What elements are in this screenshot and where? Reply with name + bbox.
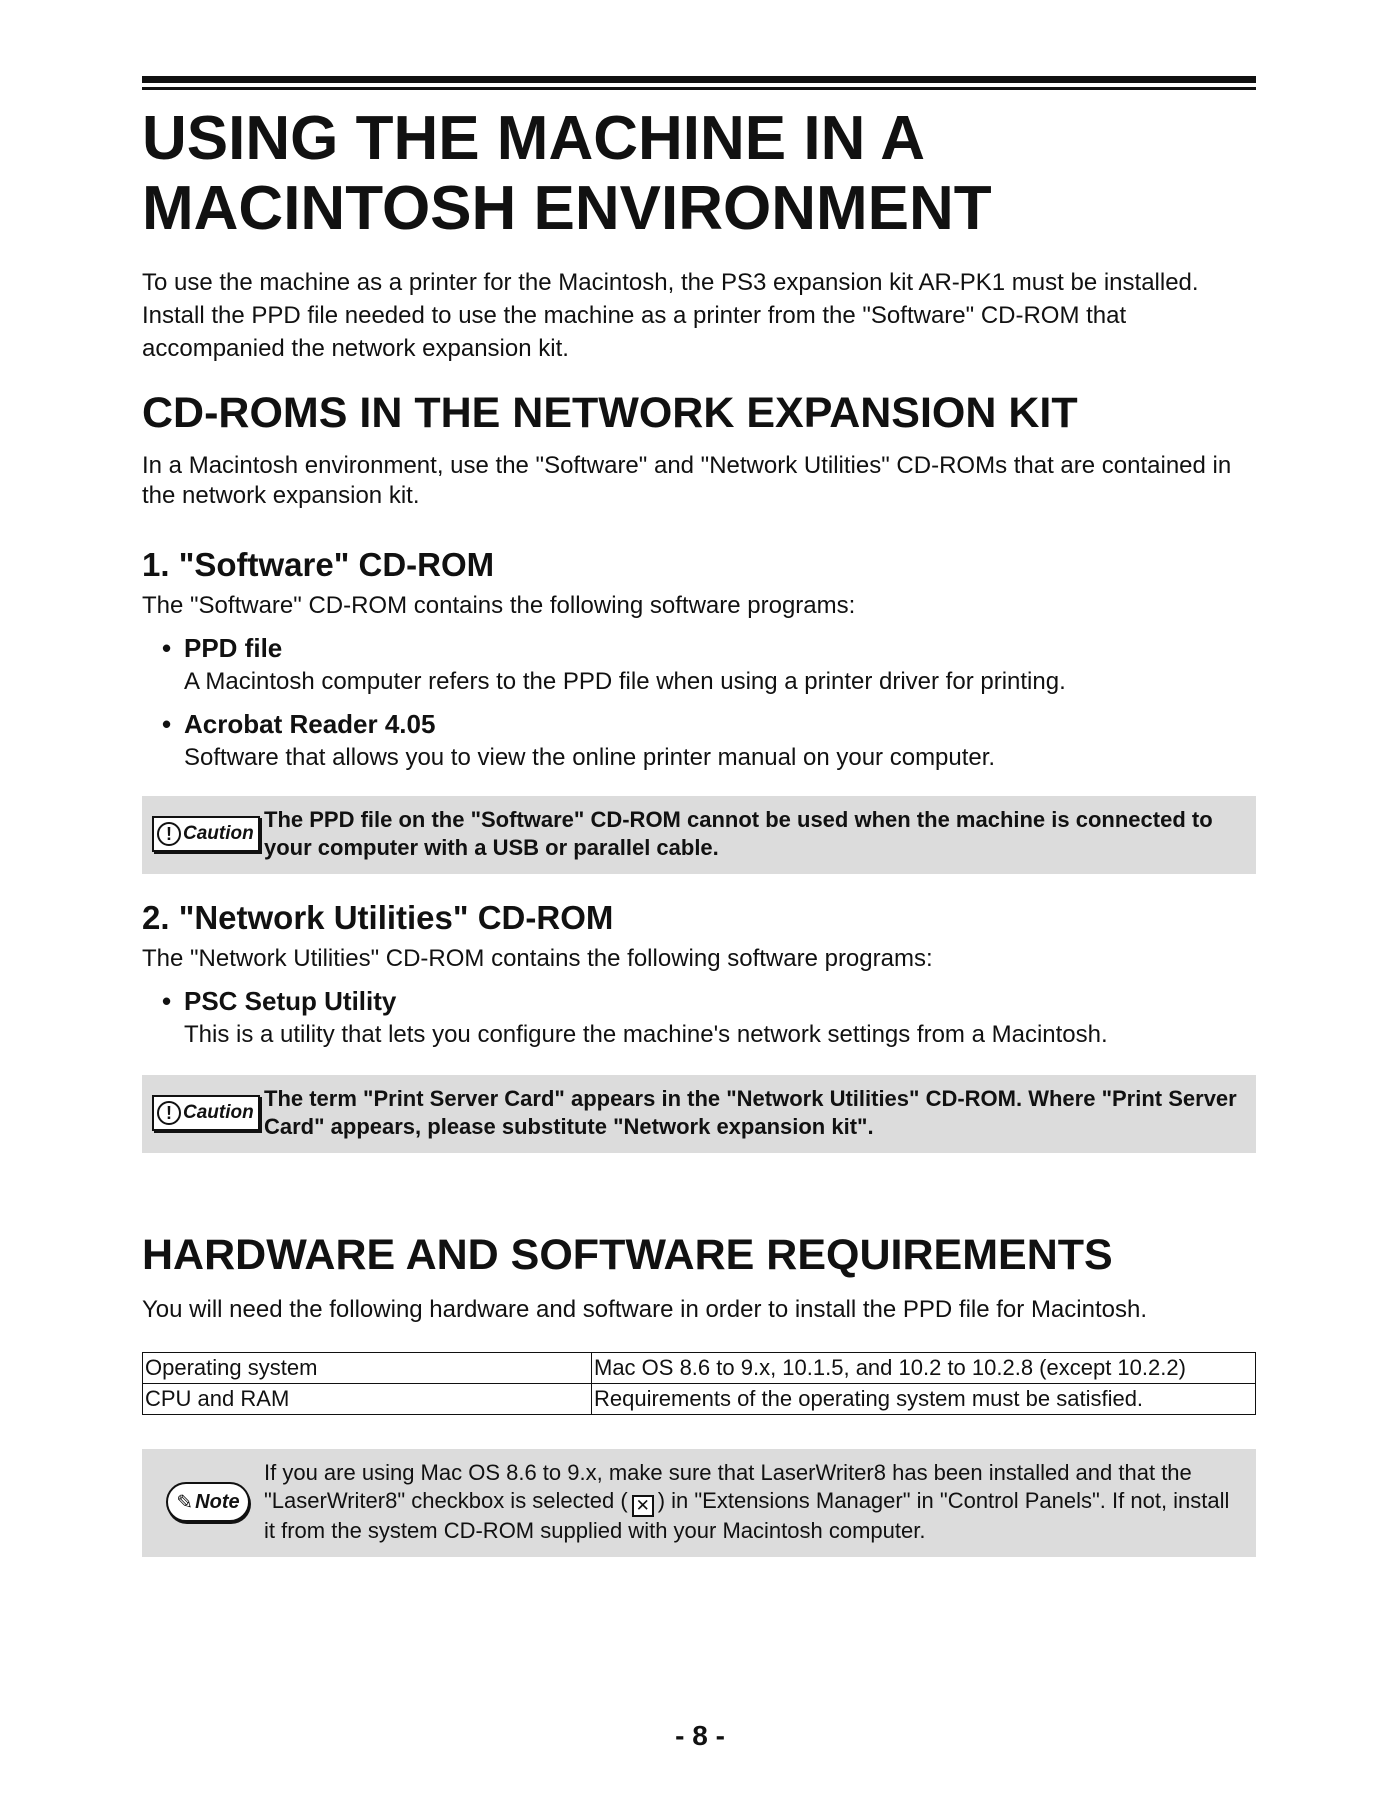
- section-heading-requirements: HARDWARE AND SOFTWARE REQUIREMENTS: [142, 1231, 1113, 1279]
- caution-label: Caution: [183, 1102, 254, 1123]
- list-item: [162, 630, 1256, 698]
- caution-label: Caution: [183, 823, 254, 844]
- caution-text: The term "Print Server Card" appears in the "Network Utilities" CD-ROM. Where "Print Server Card" appears, please substitute "Network expansion kit".: [264, 1086, 1237, 1139]
- requirements-text: You will need the following hardware and software in order to install the PPD file for Macintosh.: [142, 1296, 1147, 1323]
- bullet-icon: •: [162, 633, 172, 663]
- manual-page: [142, 76, 1256, 1557]
- page-number: - 8 -: [675, 1720, 725, 1751]
- title-line-1: USING THE MACHINE IN A: [142, 104, 926, 173]
- network-utilities-text: The "Network Utilities" CD-ROM contains the following software programs:: [142, 945, 933, 972]
- top-rule-thick: [142, 76, 1256, 83]
- list-item: [162, 983, 1256, 1051]
- note-box-laserwriter: [142, 1449, 1256, 1557]
- item-title: PPD file: [184, 633, 283, 663]
- note-text: [264, 1459, 1240, 1545]
- caution-icon: [152, 1095, 260, 1131]
- title-line-2: MACINTOSH ENVIRONMENT: [142, 174, 992, 243]
- note-icon: [166, 1482, 249, 1522]
- network-program-list: [142, 983, 1256, 1051]
- item-title: Acrobat Reader 4.05: [184, 709, 436, 739]
- section-cdroms-text: In a Macintosh environment, use the "Software" and "Network Utilities" CD-ROMs that are contained in the network expansion kit.: [142, 452, 1232, 509]
- table-cell: Requirements of the operating system must be satisfied.: [592, 1384, 1256, 1415]
- caution-icon: [152, 816, 260, 852]
- pencil-icon: ✎: [176, 1491, 194, 1514]
- item-description: A Macintosh computer refers to the PPD file when using a printer driver for printing.: [184, 668, 1066, 695]
- table-cell: Mac OS 8.6 to 9.x, 10.1.5, and 10.2 to 10.2.8 (except 10.2.2): [592, 1353, 1256, 1384]
- table-row: [143, 1384, 1256, 1415]
- caution-text: The PPD file on the "Software" CD-ROM cannot be used when the machine is connected to your computer with a USB or parallel cable.: [264, 807, 1213, 860]
- item-description: Software that allows you to view the online printer manual on your computer.: [184, 744, 996, 771]
- note-text-after: ) in "Extensions Manager" in "Control Panels". If not, install it from the system CD-ROM supplied with your Macintosh computer.: [264, 1488, 1230, 1543]
- note-text-before: If you are using Mac OS 8.6 to 9.x, make sure that LaserWriter8 has been installed and that the "LaserWriter8" checkbox is selected (: [264, 1460, 1192, 1513]
- note-label: Note: [195, 1490, 240, 1513]
- table-cell: Operating system: [143, 1353, 592, 1384]
- top-rule-thin: [142, 87, 1256, 90]
- subheading-network-utilities-cdrom: 2. "Network Utilities" CD-ROM: [142, 899, 614, 936]
- item-description: This is a utility that lets you configure the machine's network settings from a Macintosh.: [184, 1021, 1108, 1048]
- item-title: PSC Setup Utility: [184, 986, 397, 1016]
- checked-checkbox-icon: ✕: [632, 1495, 654, 1517]
- subheading-software-cdrom: 1. "Software" CD-ROM: [142, 546, 495, 583]
- table-row: [143, 1353, 1256, 1384]
- software-cdrom-text: The "Software" CD-ROM contains the following software programs:: [142, 592, 856, 619]
- exclamation-icon: !: [157, 822, 181, 846]
- table-cell: CPU and RAM: [143, 1384, 592, 1415]
- caution-box-print-server: [142, 1075, 1256, 1153]
- requirements-table: [142, 1352, 1256, 1415]
- bullet-icon: •: [162, 986, 172, 1016]
- exclamation-icon: !: [157, 1101, 181, 1125]
- intro-paragraph: To use the machine as a printer for the Macintosh, the PS3 expansion kit AR-PK1 must be installed. Install the PPD file needed to use the machine as a printer from the "Software" CD-ROM that accompanied the network expansion kit.: [142, 269, 1199, 362]
- page-title: [142, 104, 1256, 244]
- software-program-list: [142, 630, 1256, 774]
- section-heading-cdroms: CD-ROMS IN THE NETWORK EXPANSION KIT: [142, 389, 1078, 437]
- list-item: [162, 706, 1256, 774]
- caution-box-ppd: [142, 796, 1256, 874]
- bullet-icon: •: [162, 709, 172, 739]
